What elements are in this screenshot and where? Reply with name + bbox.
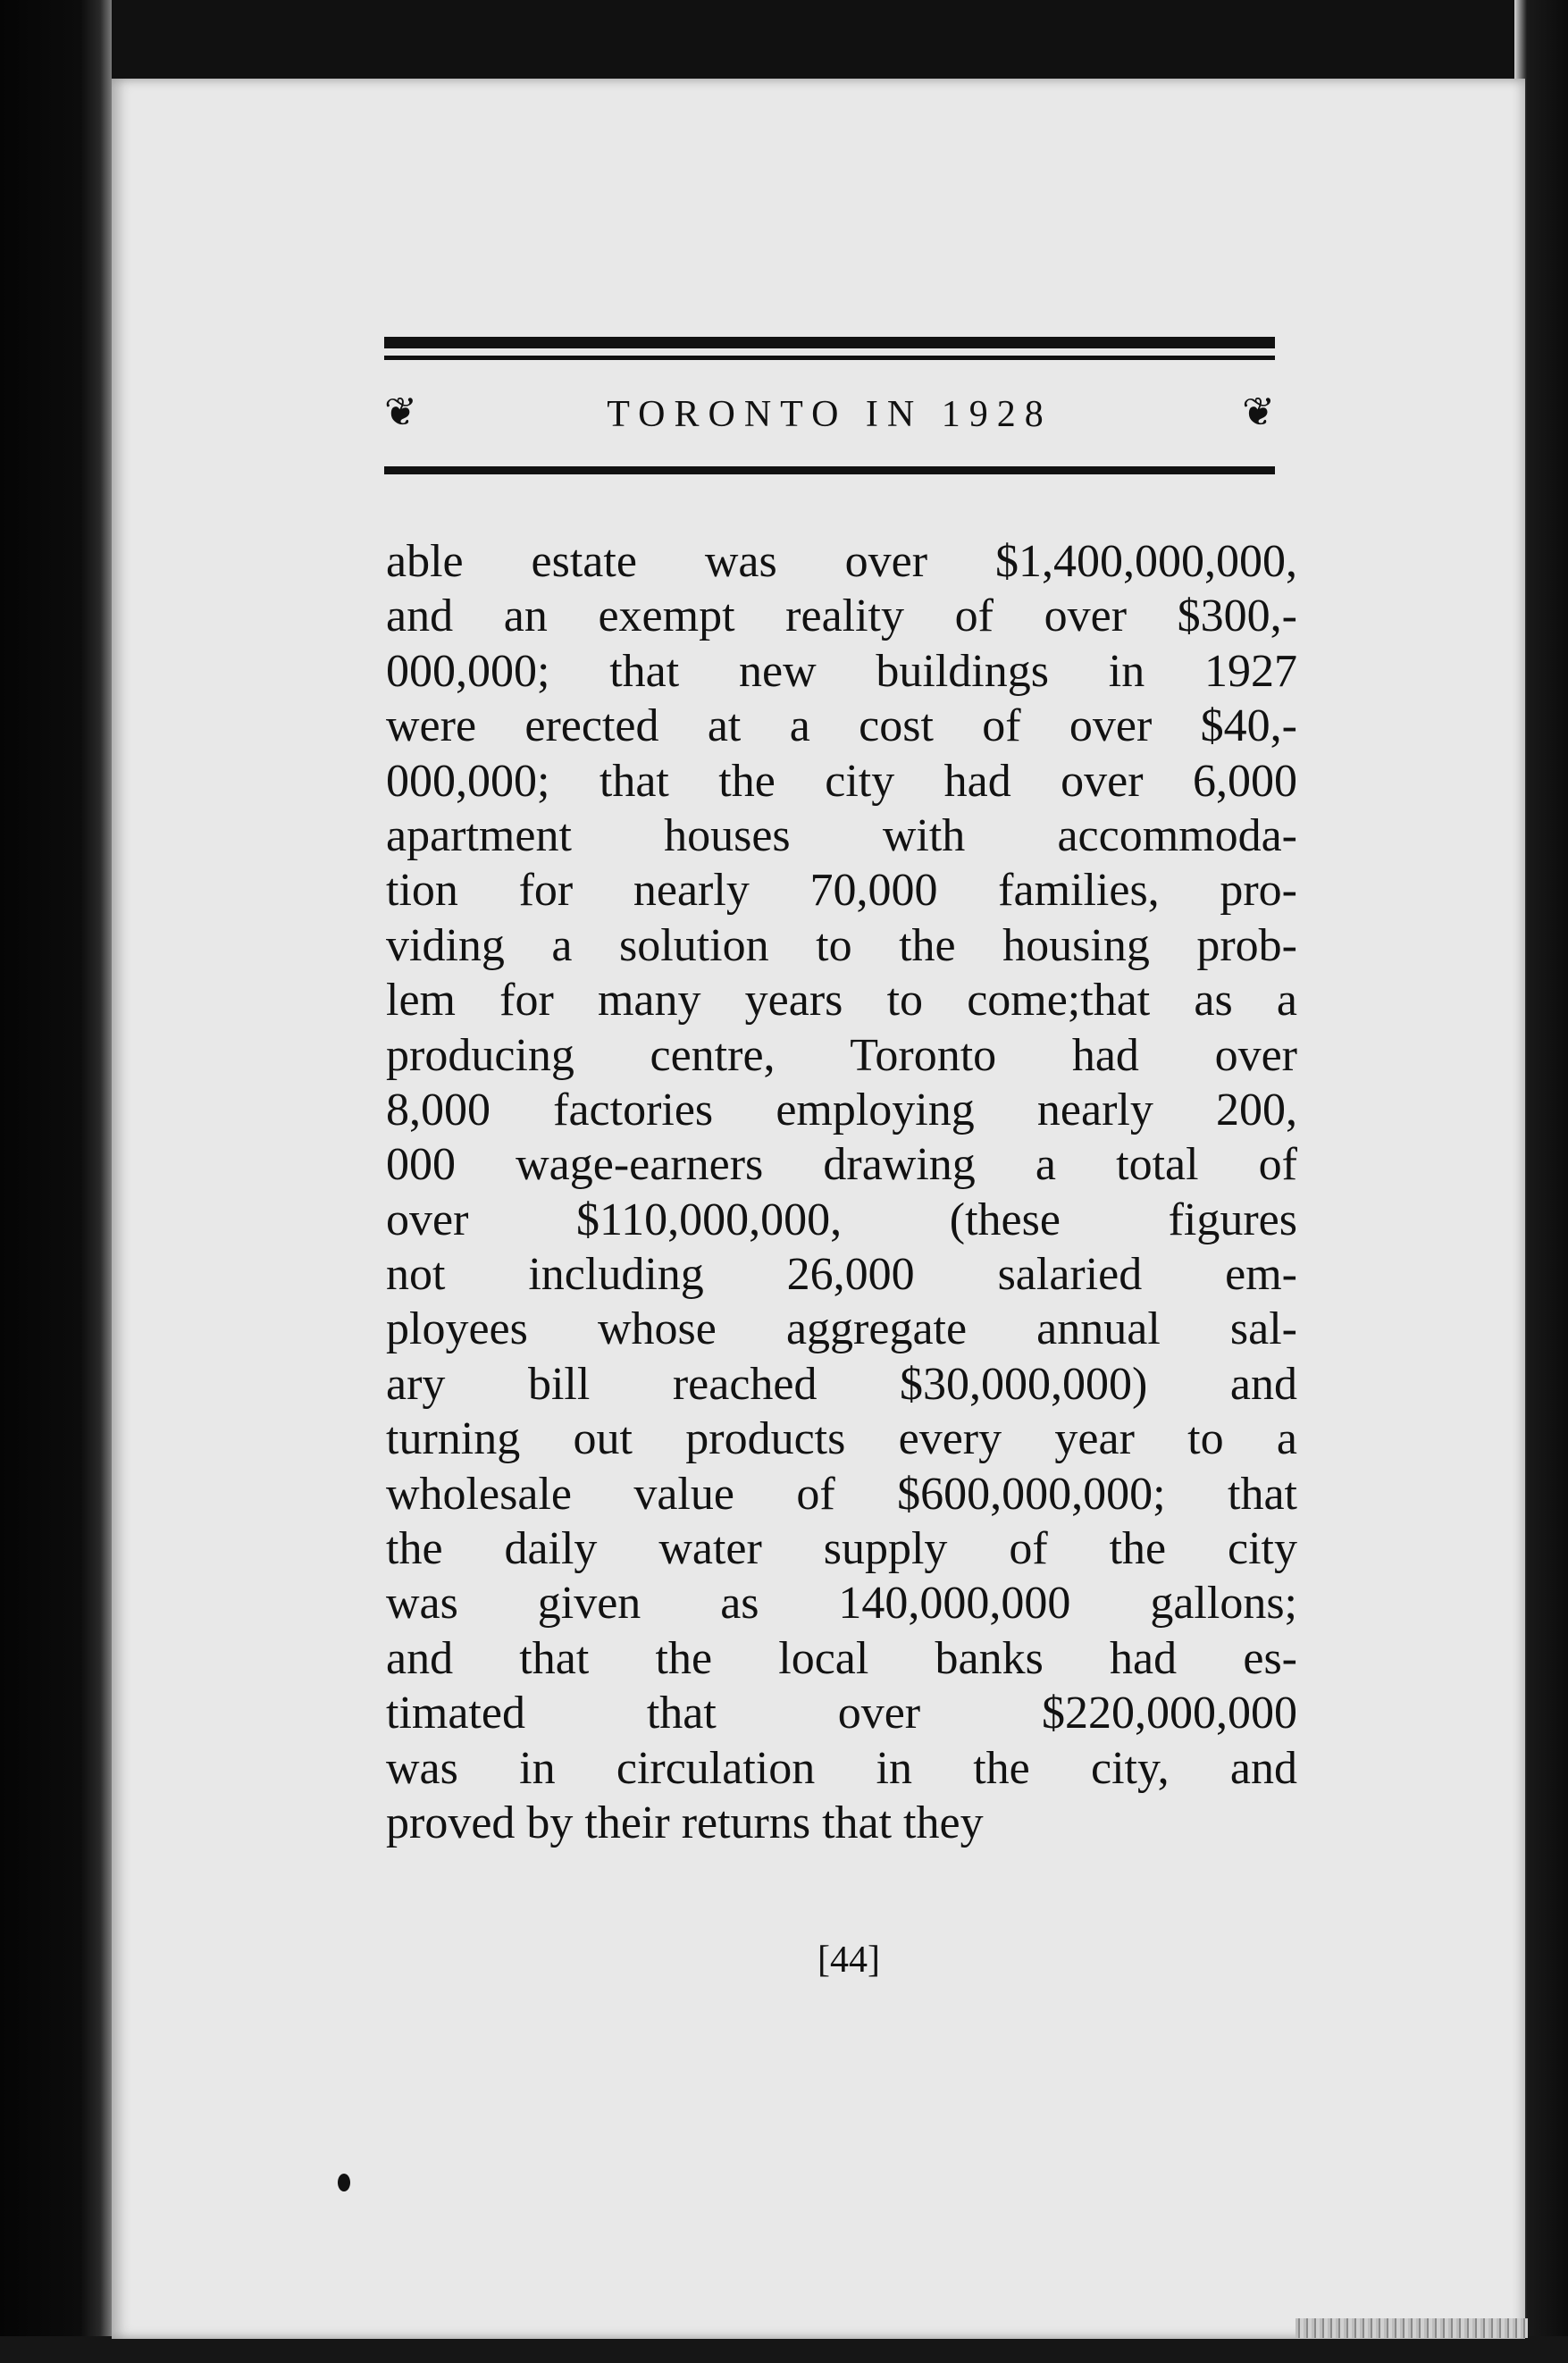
header-rule-thick: [384, 337, 1275, 348]
text-line: able estate was over $1,400,000,000,: [386, 536, 1297, 587]
text-line: wholesale value of $600,000,000; that: [386, 1468, 1297, 1520]
text-line: and that the local banks had es-: [386, 1632, 1297, 1684]
scan-background-top: [0, 0, 1568, 80]
text-line: tion for nearly 70,000 families, pro-: [386, 865, 1297, 917]
text-line: viding a solution to the housing prob-: [386, 919, 1297, 971]
fleuron-right-icon: ❦: [1242, 390, 1275, 435]
text-line: ary bill reached $30,000,000) and: [386, 1358, 1297, 1410]
text-line: 8,000 factories employing nearly 200,: [386, 1084, 1297, 1135]
scan-background-left: [0, 0, 112, 2363]
fleuron-left-icon: ❦: [384, 390, 417, 435]
text-line: proved by their returns that they: [386, 1797, 984, 1848]
scan-background-bottom: [0, 2336, 1568, 2363]
text-line: and an exempt reality of over $300,-: [386, 591, 1297, 642]
page-edge: [1295, 2318, 1528, 2338]
text-line: not including 26,000 salaried em-: [386, 1249, 1297, 1301]
page-number: [44]: [818, 1940, 880, 1981]
text-line: over $110,000,000, (these figures: [386, 1194, 1297, 1245]
text-line: was in circulation in the city, and: [386, 1742, 1297, 1794]
text-line: lem for many years to come;that as a: [386, 975, 1297, 1026]
text-line: timated that over $220,000,000: [386, 1688, 1297, 1739]
header-rule-thin: [384, 356, 1275, 360]
running-header: [384, 384, 1275, 447]
text-line: were erected at a cost of over $40,-: [386, 700, 1297, 752]
text-line: 000 wage-earners drawing a total of: [386, 1139, 1297, 1191]
header-rule-bottom: [384, 466, 1275, 474]
body-text: [386, 534, 1297, 1850]
ink-speck: [338, 2174, 350, 2191]
text-line: the daily water supply of the city: [386, 1523, 1297, 1575]
text-line: apartment houses with accommoda-: [386, 809, 1297, 861]
text-line: 000,000; that the city had over 6,000: [386, 755, 1297, 807]
text-line: producing centre, Toronto had over: [386, 1029, 1297, 1081]
text-line: turning out products every year to a: [386, 1413, 1297, 1465]
running-title: TORONTO IN 1928: [607, 394, 1052, 435]
text-line: was given as 140,000,000 gallons;: [386, 1578, 1297, 1630]
text-line: 000,000; that new buildings in 1927: [386, 645, 1297, 697]
text-line: ployees whose aggregate annual sal-: [386, 1303, 1297, 1355]
